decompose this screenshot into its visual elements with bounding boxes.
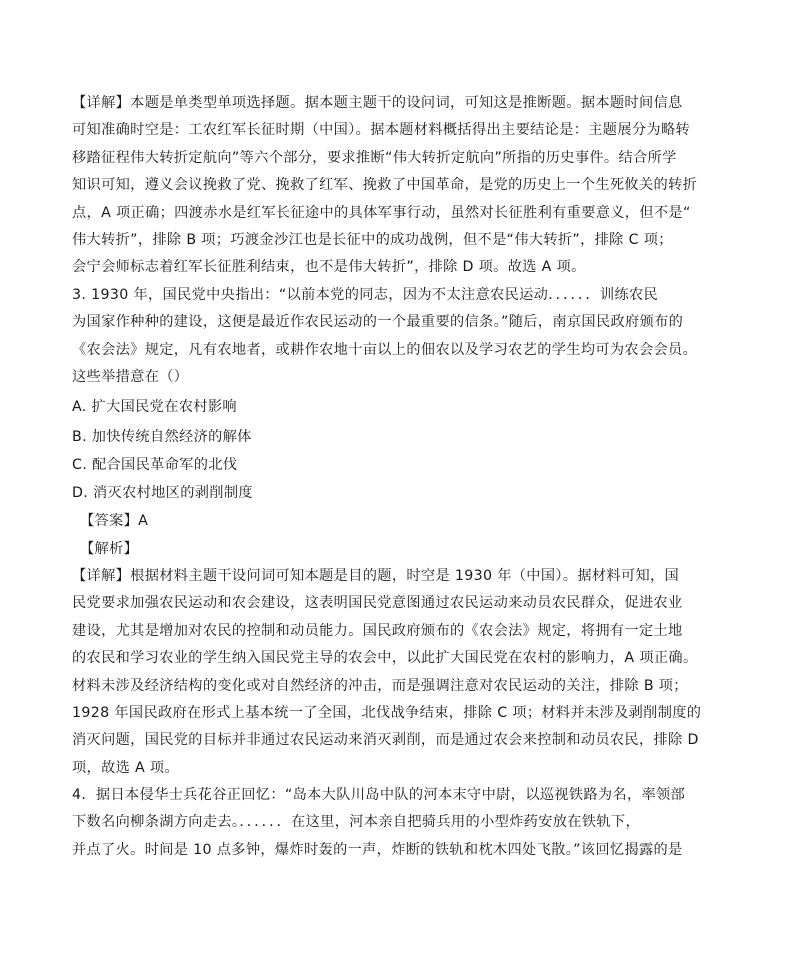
text-line: 移踏征程伟大转折定航向”等六个部分，要求推断“伟大转折定航向”所指的历史事件。结合所学 bbox=[72, 149, 677, 166]
q3-option-a: A. 扩大国民党在农村影响 bbox=[72, 399, 237, 415]
q3-option-c: C. 配合国民革命军的北伐 bbox=[72, 457, 238, 473]
text-line: 【详解】根据材料主题干设问词可知本题是目的题，时空是 1930 年（中国）。据材料可知，国 bbox=[72, 568, 680, 584]
text-line: 点，A 项正确；四渡赤水是红军长征途中的具体军事行动，虽然对长征胜利有重要意义，但不是“ bbox=[72, 204, 691, 221]
text-line: 材料未涉及经济结构的变化或对自然经济的冲击，而是强调注意对农民运动的关注，排除 B 项； bbox=[72, 677, 688, 694]
q3-answer: 【答案】A bbox=[80, 513, 149, 529]
text-line: 可知准确时空是：工农红军长征时期（中国）。据本题材料概括得出主要结论是：主题展分为略转 bbox=[72, 122, 691, 139]
text-line: 民党要求加强农民运动和农会建设，这表明国民党意图通过农民运动来动员农民群众，促进农业 bbox=[72, 595, 683, 612]
text-line: 会宁会师标志着红军长征胜利结束，也不是伟大转折”，排除 D 项。故选 A 项。 bbox=[72, 259, 586, 276]
q3-analysis-heading: 【解析】 bbox=[80, 541, 139, 557]
text-line: 建设，尤其是增加对农民的控制和动员能力。国民政府颁布的《农会法》规定，将拥有一定土地 bbox=[72, 622, 683, 639]
text-line: 3. 1930 年，国民党中央指出：“以前本党的同志，因为不太注意农民运动．．．．．．训练农民 bbox=[72, 287, 659, 303]
q3-stem bbox=[72, 282, 724, 392]
q3-detail-paragraph bbox=[72, 563, 724, 782]
text-line: 项，故选 A 项。 bbox=[72, 759, 180, 776]
text-line: 并点了火。时间是 10 点多钟，爆炸时轰的一声，炸断的铁轨和枕木四处飞散。”该回忆揭露的是 bbox=[72, 841, 683, 858]
q2-detail-paragraph bbox=[72, 90, 724, 282]
text-line: 下数名向柳条湖方向走去。．．．．．．在这里，河本亲自把骑兵用的小型炸药安放在铁轨下， bbox=[72, 814, 640, 831]
text-line: 知识可知，遵义会议挽救了党、挽救了红军、挽救了中国革命，是党的历史上一个生死攸关的转折 bbox=[72, 177, 698, 194]
text-line: 的农民和学习农业的学生纳入国民党主导的农会中，以此扩大国民党在农村的影响力，A 项正确。 bbox=[72, 650, 698, 667]
text-line: 4．据日本侵华士兵花谷正回忆：“岛本大队川岛中队的河本末守中尉，以巡视铁路为名，率领部 bbox=[72, 787, 686, 803]
text-line: 【详解】本题是单类型单项选择题。据本题主题干的设问词，可知这是推断题。据本题时间信息 bbox=[72, 95, 683, 111]
text-line: 这些举措意在（） bbox=[72, 369, 189, 386]
q3-option-b: B. 加快传统自然经济的解体 bbox=[72, 429, 252, 445]
text-line: 《农会法》规定，凡有农地者，或耕作农地十亩以上的佃农以及学习农艺的学生均可为农会会员。 bbox=[72, 341, 698, 358]
text-line: 伟大转折”，排除 B 项；巧渡金沙江也是长征中的成功战例，但不是“伟大转折”，排除 C 项； bbox=[72, 231, 673, 248]
text-line: 1928 年国民政府在形式上基本统一了全国，北伐战争结束，排除 C 项；材料并未涉及剥削制度的 bbox=[72, 704, 702, 721]
text-line: 消灭问题，国民党的目标并非通过农民运动来消灭剥削，而是通过农会来控制和动员农民，排除 D bbox=[72, 732, 699, 749]
q3-option-d: D. 消灭农村地区的剥削制度 bbox=[72, 485, 253, 501]
text-line: 为国家作种种的建设，这便是最近作农民运动的一个最重要的信条。”随后，南京国民政府颁布的 bbox=[72, 314, 684, 331]
q4-stem bbox=[72, 782, 724, 864]
